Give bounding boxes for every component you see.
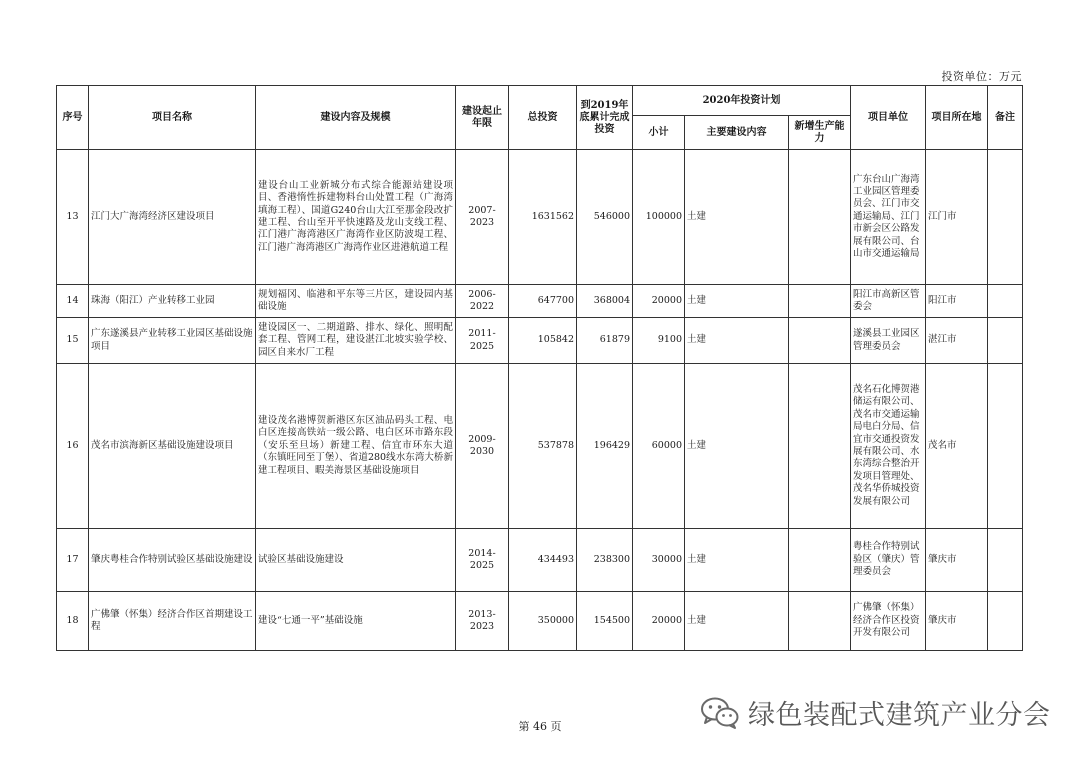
cell-seq: 13 — [57, 150, 89, 285]
cell-remark — [988, 285, 1023, 318]
header-cumulative: 到2019年底累计完成投资 — [577, 86, 633, 150]
cell-location: 江门市 — [926, 150, 988, 285]
cell-total: 350000 — [509, 592, 577, 651]
cell-project-name: 肇庆粤桂合作特别试验区基础设施建设 — [89, 529, 256, 592]
cell-new-capacity — [789, 592, 851, 651]
cell-project-name: 茂名市滨海新区基础设施建设项目 — [89, 364, 256, 529]
cell-new-capacity — [789, 318, 851, 364]
cell-subtotal: 20000 — [633, 592, 685, 651]
cell-remark — [988, 150, 1023, 285]
table-row — [57, 150, 1023, 285]
cell-project-unit: 广东台山广海湾工业园区管理委员会、江门市交通运输局、江门市新会区公路发展有限公司、台山市交通运输局 — [851, 150, 926, 285]
cell-subtotal: 60000 — [633, 364, 685, 529]
cell-period: 2007-2023 — [456, 150, 509, 285]
cell-total: 434493 — [509, 529, 577, 592]
cell-cumulative: 546000 — [577, 150, 633, 285]
cell-project-name: 江门大广海湾经济区建设项目 — [89, 150, 256, 285]
cell-total: 537878 — [509, 364, 577, 529]
cell-main-content: 土建 — [685, 318, 789, 364]
header-project-unit: 项目单位 — [851, 86, 926, 150]
cell-cumulative: 196429 — [577, 364, 633, 529]
header-main-content: 主要建设内容 — [685, 116, 789, 150]
cell-project-unit: 茂名石化博贺港储运有限公司、茂名市交通运输局电白分局、信宜市交通投资发展有限公司、水东湾综合整治开发项目管理处、茂名华侨城投资发展有限公司 — [851, 364, 926, 529]
cell-remark — [988, 318, 1023, 364]
cell-period: 2013-2023 — [456, 592, 509, 651]
cell-subtotal: 30000 — [633, 529, 685, 592]
cell-main-content: 土建 — [685, 529, 789, 592]
cell-remark — [988, 592, 1023, 651]
investment-plan-table — [56, 85, 1023, 651]
cell-subtotal: 100000 — [633, 150, 685, 285]
cell-location: 肇庆市 — [926, 529, 988, 592]
cell-cumulative: 61879 — [577, 318, 633, 364]
cell-location: 茂名市 — [926, 364, 988, 529]
cell-project-unit: 广佛肇（怀集）经济合作区投资开发有限公司 — [851, 592, 926, 651]
cell-project-unit: 遂溪县工业园区管理委员会 — [851, 318, 926, 364]
header-project-name: 项目名称 — [89, 86, 256, 150]
cell-seq: 15 — [57, 318, 89, 364]
cell-seq: 17 — [57, 529, 89, 592]
cell-content: 建设茂名港博贺新港区东区油品码头工程、电白区连接高铁站一级公路、电白区环市路东段（安乐至旦场）新建工程、信宜市环东大道（东镇旺同至丁堡）、省道280线水东湾大桥新建工程项目、暇美海景区基础设施项目 — [256, 364, 456, 529]
cell-seq: 16 — [57, 364, 89, 529]
cell-main-content: 土建 — [685, 364, 789, 529]
cell-period: 2006-2022 — [456, 285, 509, 318]
cell-subtotal: 20000 — [633, 285, 685, 318]
cell-period: 2009-2030 — [456, 364, 509, 529]
cell-total: 647700 — [509, 285, 577, 318]
header-content: 建设内容及规模 — [256, 86, 456, 150]
header-new-capacity: 新增生产能力 — [789, 116, 851, 150]
table-row — [57, 318, 1023, 364]
cell-new-capacity — [789, 529, 851, 592]
investment-unit-note: 投资单位：万元 — [941, 70, 1022, 83]
cell-seq: 14 — [57, 285, 89, 318]
cell-main-content: 土建 — [685, 592, 789, 651]
cell-content: 规划福冈、临港和平东等三片区，建设园内基础设施 — [256, 285, 456, 318]
header-location: 项目所在地 — [926, 86, 988, 150]
cell-remark — [988, 529, 1023, 592]
cell-subtotal: 9100 — [633, 318, 685, 364]
cell-period: 2011-2025 — [456, 318, 509, 364]
cell-new-capacity — [789, 285, 851, 318]
cell-cumulative: 238300 — [577, 529, 633, 592]
table-row — [57, 592, 1023, 651]
cell-project-unit: 阳江市高新区管委会 — [851, 285, 926, 318]
cell-seq: 18 — [57, 592, 89, 651]
cell-content: 建设台山工业新城分布式综合能源站建设项目、香港惰性拆建物料台山处置工程（广海湾填海工程）、国道G240台山大江至那金段改扩建工程、台山至开平快速路及龙山支线工程、江门港广海湾港区广海湾作业区防波堤工程、江门港广海湾港区广海湾作业区进港航道工程 — [256, 150, 456, 285]
header-row-1 — [57, 86, 1023, 116]
cell-project-unit: 粤桂合作特别试验区（肇庆）管理委员会 — [851, 529, 926, 592]
cell-project-name: 珠海（阳江）产业转移工业园 — [89, 285, 256, 318]
header-seq: 序号 — [57, 86, 89, 150]
cell-new-capacity — [789, 150, 851, 285]
cell-remark — [988, 364, 1023, 529]
cell-main-content: 土建 — [685, 150, 789, 285]
cell-content: 建设“七通一平”基础设施 — [256, 592, 456, 651]
header-subtotal: 小计 — [633, 116, 685, 150]
cell-main-content: 土建 — [685, 285, 789, 318]
cell-total: 105842 — [509, 318, 577, 364]
cell-location: 阳江市 — [926, 285, 988, 318]
table-row — [57, 364, 1023, 529]
cell-new-capacity — [789, 364, 851, 529]
cell-project-name: 广东遂溪县产业转移工业园区基础设施项目 — [89, 318, 256, 364]
cell-period: 2014-2025 — [456, 529, 509, 592]
cell-location: 湛江市 — [926, 318, 988, 364]
header-remark: 备注 — [988, 86, 1023, 150]
watermark-text: 绿色装配式建筑产业分会 — [748, 700, 1051, 731]
header-period: 建设起止年限 — [456, 86, 509, 150]
cell-cumulative: 368004 — [577, 285, 633, 318]
cell-cumulative: 154500 — [577, 592, 633, 651]
cell-content: 建设园区一、二期道路、排水、绿化、照明配套工程、管网工程，建设湛江北坡实验学校、园区自来水厂工程 — [256, 318, 456, 364]
table-row — [57, 285, 1023, 318]
table-row — [57, 529, 1023, 592]
cell-project-name: 广佛肇（怀集）经济合作区首期建设工程 — [89, 592, 256, 651]
page-number: 第 46 页 — [518, 720, 562, 733]
cell-total: 1631562 — [509, 150, 577, 285]
header-total-investment: 总投资 — [509, 86, 577, 150]
header-2020-plan: 2020年投资计划 — [633, 86, 851, 116]
cell-content: 试验区基础设施建设 — [256, 529, 456, 592]
cell-location: 肇庆市 — [926, 592, 988, 651]
